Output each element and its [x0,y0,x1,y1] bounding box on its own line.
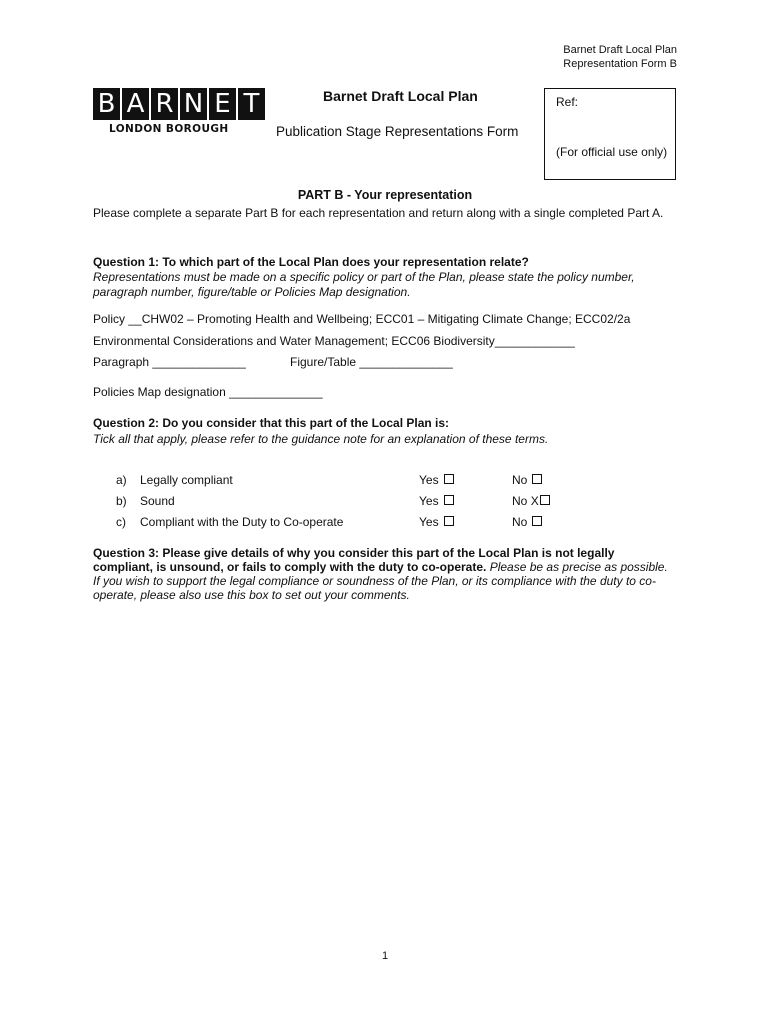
header-line-2: Representation Form B [563,58,677,70]
part-b-heading: PART B - Your representation [297,188,473,202]
figure-table-field: Figure/Table ______________ [290,355,453,369]
no-checkbox[interactable] [532,516,542,526]
header-line-1: Barnet Draft Local Plan [563,44,677,56]
ref-note: (For official use only) [556,145,668,159]
question-1-heading: Question 1: To which part of the Local Plan does your representation relate? [93,255,529,269]
logo-subtitle: LONDON BOROUGH [109,123,229,135]
logo-letter: A [122,88,149,120]
logo-letter: B [93,88,120,120]
row-label: Sound [140,494,175,508]
row-letter: b) [116,494,127,508]
yes-checkbox[interactable] [444,495,454,505]
yes-option[interactable] [419,515,454,529]
yes-checkbox[interactable] [444,516,454,526]
yes-checkbox[interactable] [444,474,454,484]
question-2-heading: Question 2: Do you consider that this part of the Local Plan is: [93,416,450,430]
yes-option[interactable] [419,494,454,508]
row-letter: c) [116,515,126,529]
policies-map-field: Policies Map designation ______________ [93,385,323,399]
question-1-guidance: Representations must be made on a specific policy or part of the Plan, please state the policy number, paragraph number, figure/table or Policies Map designation. [93,270,635,299]
policy-line-2: Environmental Considerations and Water Management; ECC06 Biodiversity____________ [93,334,575,348]
question-2-guidance: Tick all that apply, please refer to the guidance note for an explanation of these terms. [93,432,549,446]
row-label: Legally compliant [140,473,233,487]
no-label: No [512,473,528,487]
no-option[interactable] [512,515,542,529]
yes-option[interactable] [419,473,454,487]
document-header [563,43,677,71]
no-label: No [512,515,528,529]
no-option[interactable] [512,473,542,487]
no-checkbox[interactable] [540,495,550,505]
question-3-heading: Question 3: Please give details of why you consider this part of the Local Plan is not legally compliant, is unsound, or fails to comply with the duty to co-operate. [93,546,615,574]
no-label: No [512,494,528,508]
no-option[interactable] [512,494,550,508]
ref-box [544,88,676,180]
form-subtitle: Publication Stage Representations Form [276,124,519,139]
ref-label: Ref: [556,95,579,109]
logo-letters [93,88,267,120]
yes-label: Yes [419,515,439,529]
logo-letter: T [238,88,265,120]
yes-label: Yes [419,473,439,487]
part-b-instructions: Please complete a separate Part B for each representation and return along with a single completed Part A. [93,206,664,220]
paragraph-field: Paragraph ______________ [93,355,246,369]
barnet-logo [93,88,267,135]
logo-letter: E [209,88,236,120]
logo-letter: N [180,88,207,120]
page-number: 1 [381,950,389,962]
row-letter: a) [116,473,127,487]
no-mark: X [530,494,539,508]
no-checkbox[interactable] [532,474,542,484]
form-title: Barnet Draft Local Plan [323,88,478,104]
logo-letter: R [151,88,178,120]
row-label: Compliant with the Duty to Co-operate [140,515,344,529]
yes-label: Yes [419,494,439,508]
policy-line-1: Policy __CHW02 – Promoting Health and Wellbeing; ECC01 – Mitigating Climate Change; ECC02/2a [93,312,631,326]
question-3-guidance: Please be as precise as possible. If you wish to support the legal compliance or soundness of the Plan, or its compliance with the duty to co-operate, please also use this box to set out your comments. [93,560,668,602]
question-3-text [93,546,673,602]
